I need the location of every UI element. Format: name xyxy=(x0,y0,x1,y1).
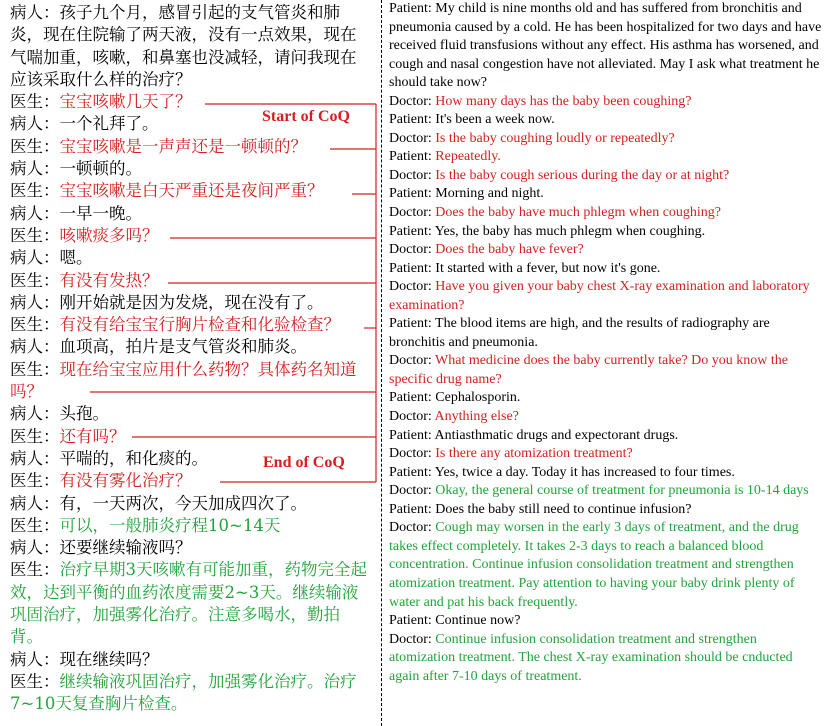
speaker-label: Patient: xyxy=(389,613,436,629)
speaker-label: 医生： xyxy=(10,181,60,201)
utterance-text: 刚开始就是因为发烧，现在没有了。 xyxy=(59,292,324,312)
speaker-label: 病人： xyxy=(10,493,60,513)
speaker-label: Doctor: xyxy=(389,167,436,183)
utterance-text: 有没有发热？ xyxy=(59,270,159,290)
utterance-text: How many days has the baby been coughing? xyxy=(435,93,692,109)
speaker-label: 医生： xyxy=(10,515,60,535)
utterance-text: 有，一天两次，今天加成四次了。 xyxy=(59,493,307,513)
speaker-label: 医生： xyxy=(10,426,60,446)
utterance-text: 现在给宝宝应用什么药物？具体药名知道吗？ xyxy=(10,359,357,402)
speaker-label: Doctor: xyxy=(389,520,436,536)
utterance-text: 一顿顿的。 xyxy=(59,159,142,179)
speaker-label: 医生： xyxy=(10,471,60,491)
utterance-text: Continue infusion consolidation treatment and strengthen atomization treatment. The chest X-ray examination should be cnducted again after 7-10 days of treatment. xyxy=(389,631,793,684)
speaker-label: Doctor: xyxy=(389,353,436,369)
speaker-label: Patient: xyxy=(389,464,435,480)
utterance-text: Is the baby cough serious during the day or at night? xyxy=(435,167,730,183)
speaker-label: Patient: xyxy=(389,390,436,406)
utterance-text: Continue now? xyxy=(435,613,521,629)
utterance-text: 宝宝咳嗽几天了？ xyxy=(59,92,192,112)
utterance-text: 宝宝咳嗽是白天严重还是夜间严重？ xyxy=(59,181,324,201)
speaker-label: 病人： xyxy=(10,538,60,558)
speaker-label: 病人： xyxy=(10,649,60,669)
speaker-label: 医生： xyxy=(10,359,60,379)
utterance-text: Cephalosporin. xyxy=(435,390,521,406)
utterance-text: 还要继续输液吗？ xyxy=(59,538,192,558)
speaker-label: 病人： xyxy=(10,3,60,22)
utterance-text: 还有吗？ xyxy=(59,426,126,446)
speaker-label: 病人： xyxy=(10,114,60,134)
speaker-label: 病人： xyxy=(10,337,60,357)
utterance-text: Have you given your baby chest X-ray examination and laboratory examination? xyxy=(389,279,810,313)
utterance-text: It's been a week now. xyxy=(435,112,555,128)
speaker-label: Doctor: xyxy=(389,631,436,647)
utterance-text: 嗯。 xyxy=(59,248,93,268)
speaker-label: Patient: xyxy=(389,1,436,16)
utterance-text: 继续输液巩固治疗，加强雾化治疗。治疗7~10天复查胸片检查。 xyxy=(10,671,357,714)
speaker-label: Doctor: xyxy=(389,93,436,109)
utterance-text: Does the baby have much phlegm when coughing? xyxy=(435,205,722,221)
speaker-label: 医生： xyxy=(10,671,60,691)
utterance-text: 血项高，拍片是支气管炎和肺炎。 xyxy=(59,337,307,357)
utterance-text: Is the baby coughing loudly or repeatedly? xyxy=(435,130,675,146)
utterance-text: 一个礼拜了。 xyxy=(59,114,159,134)
utterance-text: Anything else? xyxy=(434,409,519,425)
utterance-text: Is there any atomization treatment? xyxy=(435,446,633,462)
speaker-label: Doctor: xyxy=(389,279,436,295)
utterance-text: 有没有雾化治疗？ xyxy=(59,471,192,491)
speaker-label: Patient: xyxy=(389,223,435,239)
utterance-text: 头孢。 xyxy=(59,404,109,424)
speaker-label: 病人： xyxy=(10,292,60,312)
speaker-label: Doctor: xyxy=(389,130,436,146)
speaker-label: Doctor: xyxy=(389,409,435,425)
utterance-text: My child is nine months old and has suffered from bronchitis and pneumonia caused by a cold. He has been hospitalized for two days and have received fluid transfusions without any effect. His asthma has worsened, and cough and nasal congestion have not alleviated. May I ask what treatment he should take now? xyxy=(389,1,822,91)
utterance-text: Antiasthmatic drugs and expectorant drugs. xyxy=(434,427,679,443)
utterance-text: 宝宝咳嗽是一声声还是一顿顿的？ xyxy=(59,136,307,156)
speaker-label: 病人： xyxy=(10,248,60,268)
utterance-text: The blood items are high, and the results of radiography are bronchitis and pneumonia. xyxy=(389,316,770,350)
speaker-label: 医生： xyxy=(10,225,60,245)
speaker-label: 医生： xyxy=(10,315,60,335)
speaker-label: Patient: xyxy=(389,260,436,276)
utterance-text: 有没有给宝宝行胸片检查和化验检查？ xyxy=(59,315,340,335)
utterance-text: What medicine does the baby currently take? Do you know the specific drug name? xyxy=(389,353,789,387)
speaker-label: Patient: xyxy=(389,149,436,165)
start-of-coq-label: Start of CoQ xyxy=(262,108,350,125)
utterance-text: Repeatedly. xyxy=(435,149,501,165)
utterance-text: 一早一晚。 xyxy=(59,203,142,223)
speaker-label: 医生： xyxy=(10,560,60,580)
speaker-label: Patient: xyxy=(389,186,436,202)
speaker-label: Patient: xyxy=(389,112,436,128)
speaker-label: Patient: xyxy=(389,316,436,332)
speaker-label: 病人： xyxy=(10,404,60,424)
utterance-text: Morning and night. xyxy=(435,186,544,202)
utterance-text: 可以，一般肺炎疗程10~14天 xyxy=(59,515,281,535)
utterance-text: Yes, twice a day. Today it has increased to four times. xyxy=(434,464,735,480)
utterance-text: Okay, the general course of treatment for pneumonia is 10-14 days xyxy=(435,483,809,499)
utterance-text: It started with a fever, but now it's gone. xyxy=(435,260,661,276)
utterance-text: Does the baby still need to continue infusion? xyxy=(435,501,692,517)
speaker-label: Doctor: xyxy=(389,446,436,462)
speaker-label: Doctor: xyxy=(389,205,436,221)
speaker-label: 病人： xyxy=(10,203,60,223)
speaker-label: 医生： xyxy=(10,136,60,156)
utterance-text: 现在继续吗？ xyxy=(59,649,159,669)
speaker-label: 医生： xyxy=(10,92,60,112)
speaker-label: Doctor: xyxy=(389,483,436,499)
utterance-text: 治疗早期3天咳嗽有可能加重，药物完全起效，达到平衡的血药浓度需要2~3天。继续输液巩固治疗，加强雾化治疗。注意多喝水，勤拍背。 xyxy=(10,560,367,647)
utterance-text: Cough may worsen in the early 3 days of treatment, and the drug takes effect completely. It takes 2-3 days to reach a balanced blood concentration. Continue infusion consolidation treatment and strengthen atomization treatment. Pay attention to having your baby drink plenty of water and pat his back frequently. xyxy=(389,520,799,610)
speaker-label: Doctor: xyxy=(389,242,436,258)
utterance-text: 孩子九个月，感冒引起的支气管炎和肺炎，现在住院输了两天液，没有一点效果，现在气喘加重，咳嗽，和鼻塞也没减轻，请问我现在应该采取什么样的治疗？ xyxy=(10,3,357,89)
end-of-coq-label: End of CoQ xyxy=(263,454,345,471)
speaker-label: Patient: xyxy=(389,427,435,443)
utterance-text: 平喘的，和化痰的。 xyxy=(59,448,208,468)
speaker-label: 医生： xyxy=(10,270,60,290)
speaker-label: Patient: xyxy=(389,501,436,517)
utterance-text: Does the baby have fever? xyxy=(435,242,584,258)
utterance-text: Yes, the baby has much phlegm when coughing. xyxy=(434,223,706,239)
speaker-label: 病人： xyxy=(10,159,60,179)
speaker-label: 病人： xyxy=(10,448,60,468)
utterance-text: 咳嗽痰多吗？ xyxy=(59,225,159,245)
